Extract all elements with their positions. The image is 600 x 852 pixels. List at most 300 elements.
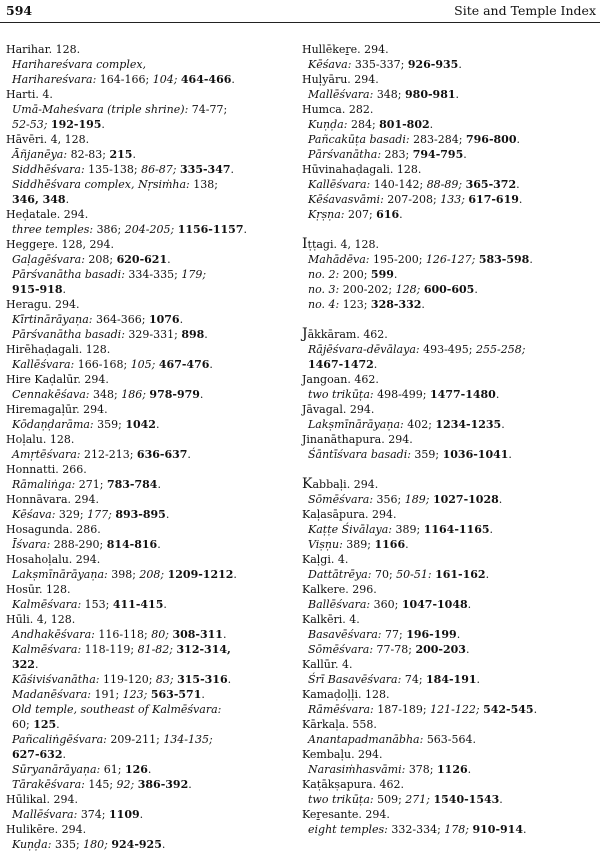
page-reference: 283; bbox=[384, 148, 413, 161]
entry-subline bbox=[6, 507, 292, 522]
entry-subline bbox=[302, 642, 594, 657]
plate-reference: 616 bbox=[376, 208, 400, 221]
index-entry bbox=[302, 42, 594, 72]
page-number: 594 bbox=[6, 3, 33, 18]
page-reference: . bbox=[516, 178, 520, 191]
temple-name: Śrī Basavēśvara: bbox=[308, 673, 405, 686]
plate-reference: 328-332 bbox=[370, 298, 422, 311]
entry-subline bbox=[302, 597, 594, 612]
entry-heading: Jāvagal. 294. bbox=[302, 403, 375, 416]
section-initial: J bbox=[302, 326, 308, 342]
entry-subline bbox=[302, 87, 594, 102]
entry-subline bbox=[302, 57, 594, 72]
left-column bbox=[6, 42, 292, 852]
page-reference: 359; bbox=[414, 448, 443, 461]
plate-reference: 636-637 bbox=[136, 448, 188, 461]
page-reference: 335; bbox=[54, 838, 84, 851]
plate-reference: 1042 bbox=[125, 418, 156, 431]
temple-name: Āñjanēya: bbox=[12, 148, 71, 161]
temple-name: eight temples: bbox=[308, 823, 392, 836]
page-reference: 329-331; bbox=[128, 328, 182, 341]
temple-name: Kuṇḍa: bbox=[12, 838, 55, 851]
entry-heading: Keṟesante. 294. bbox=[302, 808, 390, 821]
temple-name: Kāśiviśvanātha: bbox=[12, 673, 103, 686]
temple-name: Lakṣmīnārāyaṇa: bbox=[308, 418, 408, 431]
entry-heading: Hulikēre. 294. bbox=[6, 823, 87, 836]
temple-name: Andhakēśvara: bbox=[12, 628, 99, 641]
page-reference: . bbox=[495, 388, 500, 401]
entry-subline bbox=[302, 417, 594, 432]
entry-subline bbox=[6, 282, 292, 297]
temple-name: 83; bbox=[155, 673, 178, 686]
page-reference: 348; bbox=[93, 388, 122, 401]
index-entry bbox=[302, 747, 594, 777]
plate-reference: 583-598 bbox=[478, 253, 530, 266]
plate-reference: 1027-1028 bbox=[432, 493, 499, 506]
temple-name: Amṛtēśvara: bbox=[12, 448, 84, 461]
plate-reference: 801-802 bbox=[379, 118, 430, 131]
entry-heading: Kalkēri. 4. bbox=[302, 613, 360, 626]
page-reference: . bbox=[474, 283, 478, 296]
index-entry bbox=[6, 462, 292, 492]
page-reference: . bbox=[233, 568, 237, 581]
plate-reference: 464-466 bbox=[180, 73, 232, 86]
entry-heading: Hire Kaḍalūr. 294. bbox=[6, 373, 109, 386]
page-reference: 398; bbox=[111, 568, 140, 581]
entry-subline bbox=[6, 447, 292, 462]
temple-name: Umā-Maheśvara (triple shrine): bbox=[12, 103, 192, 116]
temple-name: 52-53; bbox=[12, 118, 51, 131]
temple-name: Dattātrēya: bbox=[308, 568, 375, 581]
plate-reference: 308-311 bbox=[172, 628, 223, 641]
entry-heading: Kaḷgi. 4. bbox=[302, 553, 349, 566]
entry-heading: Hūli. 4, 128. bbox=[6, 613, 76, 626]
plate-reference: 796-800 bbox=[465, 133, 517, 146]
page-reference: 283-284; bbox=[413, 133, 466, 146]
page-reference: . bbox=[56, 718, 60, 731]
page-reference: . bbox=[501, 418, 505, 431]
page-reference: . bbox=[518, 193, 523, 206]
plate-reference: 542-545 bbox=[483, 703, 534, 716]
entry-subline bbox=[302, 147, 594, 162]
page-reference: 123; bbox=[342, 298, 371, 311]
page-reference: 200-202; bbox=[342, 283, 396, 296]
page-reference: . bbox=[179, 313, 184, 326]
plate-reference: 980-981 bbox=[405, 88, 456, 101]
index-entry bbox=[6, 372, 292, 402]
entry-subline bbox=[6, 657, 292, 672]
entry-heading: Kaṭākṣapura. 462. bbox=[302, 778, 405, 791]
entry-subline bbox=[6, 702, 292, 717]
entry-subline bbox=[302, 567, 594, 582]
temple-name: Rāmēśvara: bbox=[308, 703, 378, 716]
temple-name: Kīrtinārāyaṇa: bbox=[12, 313, 97, 326]
page-reference: 166-168; bbox=[77, 358, 131, 371]
plate-reference: 126 bbox=[124, 763, 148, 776]
entry-subline bbox=[302, 447, 594, 462]
temple-name: Pañcaliṅgēśvara: bbox=[12, 733, 111, 746]
page-reference: 509; bbox=[377, 793, 406, 806]
plate-reference: 1234-1235 bbox=[435, 418, 502, 431]
index-entry bbox=[302, 717, 594, 747]
page-reference: . bbox=[499, 793, 503, 806]
page-reference: . bbox=[393, 268, 398, 281]
index-entry bbox=[6, 42, 292, 87]
entry-subline bbox=[6, 537, 292, 552]
page-reference: . bbox=[188, 778, 192, 791]
page-reference: . bbox=[458, 58, 462, 71]
page-reference: . bbox=[476, 673, 481, 686]
plate-reference: 322 bbox=[12, 658, 35, 671]
entry-subline bbox=[302, 282, 594, 297]
page-reference: 200; bbox=[342, 268, 371, 281]
plate-reference: 1109 bbox=[109, 808, 140, 821]
page-reference: 335-337; bbox=[354, 58, 408, 71]
index-entry bbox=[302, 612, 594, 657]
temple-name: Harihareśvara complex, bbox=[12, 58, 147, 71]
entry-heading: Kabbaḷi. 294. bbox=[302, 476, 379, 492]
index-entry bbox=[6, 132, 292, 207]
plate-reference: 910-914 bbox=[472, 823, 523, 836]
entry-subline bbox=[6, 327, 292, 342]
page-reference: 61; bbox=[103, 763, 125, 776]
page-reference: . bbox=[421, 298, 425, 311]
entry-heading: Honnatti. 266. bbox=[6, 463, 87, 476]
entry-subline bbox=[6, 672, 292, 687]
index-entry bbox=[6, 402, 292, 432]
entry-subline bbox=[302, 822, 594, 837]
page-header bbox=[0, 0, 600, 23]
page-reference: 153; bbox=[84, 598, 113, 611]
entry-subline bbox=[302, 117, 594, 132]
page-reference: . bbox=[498, 493, 503, 506]
plate-reference: 814-816 bbox=[106, 538, 158, 551]
temple-name: Kōdaṇḍarāma: bbox=[12, 418, 98, 431]
index-entry bbox=[302, 582, 594, 612]
page-reference: 77; bbox=[385, 628, 407, 641]
plate-reference: 1156-1157 bbox=[177, 223, 244, 236]
plate-reference: 386-392 bbox=[137, 778, 189, 791]
temple-name: 186; bbox=[121, 388, 150, 401]
entry-heading: Jākkāram. 462. bbox=[302, 326, 388, 342]
temple-name: Kalmēśvara: bbox=[12, 643, 85, 656]
page-reference: 329; bbox=[58, 508, 88, 521]
page-reference: . bbox=[34, 658, 39, 671]
page-reference: 70; bbox=[374, 568, 397, 581]
temple-name: no. 3: bbox=[308, 283, 343, 296]
page-reference: . bbox=[485, 568, 490, 581]
page-reference: 74-77; bbox=[191, 103, 228, 116]
page-reference: . bbox=[465, 643, 470, 656]
page-reference: . bbox=[467, 763, 472, 776]
index-entry bbox=[6, 432, 292, 462]
entry-heading: Hosūr. 128. bbox=[6, 583, 71, 596]
page-reference: 212-213; bbox=[84, 448, 137, 461]
entry-heading: Kalkere. 296. bbox=[302, 583, 377, 596]
temple-name: Kalmēśvara: bbox=[12, 598, 85, 611]
temple-name: Kēśavasvāmi: bbox=[308, 193, 388, 206]
section-initial: I bbox=[302, 236, 308, 252]
plate-reference: 312-314, bbox=[176, 643, 231, 656]
entry-heading: Hūlikal. 294. bbox=[6, 793, 78, 806]
temple-name: Kaṭṭe Śivālaya: bbox=[308, 523, 396, 536]
temple-name: Mahādēva: bbox=[308, 253, 373, 266]
page-reference: . bbox=[508, 448, 512, 461]
page-reference: . bbox=[455, 88, 460, 101]
page-reference: . bbox=[399, 208, 403, 221]
temple-name: 105; bbox=[130, 358, 159, 371]
page-reference: . bbox=[405, 538, 409, 551]
entry-heading: Harihar. 128. bbox=[6, 43, 81, 56]
entry-heading: Heragu. 294. bbox=[6, 298, 80, 311]
page-reference: . bbox=[204, 328, 208, 341]
entry-subline bbox=[302, 177, 594, 192]
temple-name: Basavēśvara: bbox=[308, 628, 386, 641]
index-entry bbox=[302, 432, 594, 462]
page-reference: 378; bbox=[408, 763, 438, 776]
index-entry bbox=[302, 327, 594, 372]
page-reference: 389; bbox=[395, 523, 424, 536]
entry-heading: Humca. 282. bbox=[302, 103, 374, 116]
entry-heading: Hosagunda. 286. bbox=[6, 523, 101, 536]
temple-name: 92; bbox=[116, 778, 138, 791]
page-reference: 82-83; bbox=[70, 148, 110, 161]
plate-reference: 315-316 bbox=[177, 673, 228, 686]
entry-subline bbox=[6, 102, 292, 117]
plate-reference: 620-621 bbox=[116, 253, 168, 266]
temple-name: 179; bbox=[181, 268, 207, 281]
plate-reference: 1164-1165 bbox=[423, 523, 490, 536]
page-reference: 77-78; bbox=[376, 643, 416, 656]
page-reference: . bbox=[209, 358, 213, 371]
page-reference: 402; bbox=[407, 418, 436, 431]
temple-name: Kēśava: bbox=[12, 508, 59, 521]
page-reference: 60; bbox=[12, 718, 34, 731]
index-entry bbox=[302, 552, 594, 582]
plate-reference: 915-918 bbox=[12, 283, 63, 296]
page-reference: 288-290; bbox=[53, 538, 107, 551]
index-entry bbox=[302, 657, 594, 687]
temple-name: two trikūṭa: bbox=[308, 388, 378, 401]
page-reference: 563-564. bbox=[426, 733, 477, 746]
index-entry bbox=[302, 477, 594, 507]
page-reference: . bbox=[201, 688, 205, 701]
temple-name: Sōmēśvara: bbox=[308, 643, 377, 656]
page-reference: 493-495; bbox=[423, 343, 477, 356]
page-reference: . bbox=[227, 673, 232, 686]
temple-name: 133; bbox=[440, 193, 469, 206]
index-entry bbox=[6, 342, 292, 372]
page-reference: . bbox=[463, 148, 467, 161]
entry-subline bbox=[6, 147, 292, 162]
page-reference: 164-166; bbox=[99, 73, 153, 86]
entry-heading: Jinanāthapura. 294. bbox=[302, 433, 413, 446]
temple-name: Madanēśvara: bbox=[12, 688, 95, 701]
page-reference: 208; bbox=[88, 253, 117, 266]
page-reference: . bbox=[163, 598, 167, 611]
index-entry bbox=[6, 792, 292, 822]
page-reference: . bbox=[222, 628, 227, 641]
index-entry bbox=[302, 777, 594, 807]
entry-subline bbox=[302, 732, 594, 747]
entry-heading: Hosahoḷalu. 294. bbox=[6, 553, 101, 566]
entry-heading: Hūvinahaḍagali. 128. bbox=[302, 163, 422, 176]
temple-name: Pārśvanātha: bbox=[308, 148, 385, 161]
page-reference: . bbox=[167, 253, 171, 266]
temple-name: 178; bbox=[444, 823, 473, 836]
section-initial: K bbox=[302, 476, 313, 492]
page-reference: 389; bbox=[346, 538, 375, 551]
entry-subline bbox=[6, 627, 292, 642]
page-reference: 119-120; bbox=[103, 673, 156, 686]
temple-name: Lakṣmīnārāyaṇa: bbox=[12, 568, 112, 581]
entry-subline bbox=[6, 642, 292, 657]
plate-reference: 184-191 bbox=[426, 673, 477, 686]
plate-reference: 617-619 bbox=[468, 193, 519, 206]
page-reference: . bbox=[522, 823, 527, 836]
temple-name: Pārśvanātha basadi: bbox=[12, 328, 129, 341]
temple-name: 134-135; bbox=[163, 733, 213, 746]
page-reference: 348; bbox=[376, 88, 406, 101]
entry-subline bbox=[6, 732, 292, 747]
temple-name: no. 2: bbox=[308, 268, 343, 281]
entry-subline bbox=[6, 222, 292, 237]
page-reference: . bbox=[429, 118, 434, 131]
plate-reference: 411-415 bbox=[112, 598, 164, 611]
index-entry bbox=[302, 372, 594, 402]
temple-name: three temples: bbox=[12, 223, 97, 236]
page-reference: 374; bbox=[80, 808, 110, 821]
entry-subline bbox=[6, 312, 292, 327]
page-reference: . bbox=[65, 193, 70, 206]
temple-name: Ballēśvara: bbox=[308, 598, 374, 611]
page-reference: 284; bbox=[350, 118, 380, 131]
plate-reference: 1477-1480 bbox=[430, 388, 496, 401]
page-reference: 360; bbox=[373, 598, 402, 611]
index-entry bbox=[6, 87, 292, 132]
entry-subline bbox=[302, 522, 594, 537]
plate-reference: 365-372 bbox=[465, 178, 517, 191]
temple-name: Siddhēśvara: bbox=[12, 163, 89, 176]
entry-subline bbox=[302, 252, 594, 267]
page-reference: . bbox=[456, 628, 461, 641]
page-reference: . bbox=[529, 253, 533, 266]
entry-subline bbox=[6, 72, 292, 87]
entry-subline bbox=[6, 162, 292, 177]
plate-reference: 346, 348 bbox=[12, 193, 66, 206]
temple-name: Sōmēśvara: bbox=[308, 493, 377, 506]
temple-name: Gaḷagēśvara: bbox=[12, 253, 89, 266]
temple-name: Harihareśvara: bbox=[12, 73, 100, 86]
page-reference: 140-142; bbox=[373, 178, 427, 191]
entry-subline bbox=[6, 777, 292, 792]
plate-reference: 1540-1543 bbox=[433, 793, 500, 806]
temple-name: 208; bbox=[139, 568, 168, 581]
plate-reference: 783-784 bbox=[106, 478, 158, 491]
temple-name: 104; bbox=[152, 73, 181, 86]
temple-name: Kuṇḍa: bbox=[308, 118, 351, 131]
page-reference: . bbox=[187, 448, 191, 461]
running-title: Site and Temple Index bbox=[454, 3, 596, 18]
entry-subline bbox=[6, 117, 292, 132]
entry-subline bbox=[6, 477, 292, 492]
plate-reference: 1076 bbox=[148, 313, 180, 326]
index-entry bbox=[6, 552, 292, 582]
page-reference: 209-211; bbox=[110, 733, 164, 746]
index-entry bbox=[6, 822, 292, 852]
temple-name: 50-51: bbox=[396, 568, 436, 581]
entry-subline bbox=[6, 417, 292, 432]
plate-reference: 1126 bbox=[437, 763, 468, 776]
temple-name: Rājēśvara-dēvālaya: bbox=[308, 343, 424, 356]
plate-reference: 192-195 bbox=[50, 118, 102, 131]
plate-reference: 926-935 bbox=[407, 58, 459, 71]
page-reference: 74; bbox=[404, 673, 427, 686]
temple-name: 271; bbox=[405, 793, 434, 806]
page-reference: . bbox=[467, 598, 472, 611]
temple-name: 123; bbox=[122, 688, 151, 701]
page-reference: . bbox=[230, 163, 235, 176]
entry-subline bbox=[6, 762, 292, 777]
entry-heading: Harti. 4. bbox=[6, 88, 53, 101]
entry-heading: Huḷyāru. 294. bbox=[302, 73, 379, 86]
index-entry bbox=[6, 582, 292, 612]
page-reference: . bbox=[199, 388, 204, 401]
entry-subline bbox=[6, 717, 292, 732]
temple-name: Śāntīśvara basadi: bbox=[308, 448, 415, 461]
plate-reference: 978-979 bbox=[149, 388, 200, 401]
plate-reference: 1209-1212 bbox=[167, 568, 234, 581]
page-reference: . bbox=[243, 223, 247, 236]
right-column bbox=[302, 42, 594, 837]
entry-subline bbox=[6, 252, 292, 267]
plate-reference: 924-925 bbox=[111, 838, 162, 851]
index-entry bbox=[6, 297, 292, 342]
entry-subline bbox=[6, 267, 292, 282]
plate-reference: 125 bbox=[33, 718, 57, 731]
entry-heading: Hāvēri. 4, 128. bbox=[6, 133, 90, 146]
page-reference: 191; bbox=[94, 688, 123, 701]
plate-reference: 161-162 bbox=[435, 568, 486, 581]
page-reference: . bbox=[62, 748, 66, 761]
page-reference: . bbox=[62, 283, 66, 296]
page-reference: . bbox=[516, 133, 520, 146]
page-reference: 356; bbox=[376, 493, 405, 506]
temple-name: 128; bbox=[395, 283, 424, 296]
entry-subline bbox=[302, 762, 594, 777]
index-entry bbox=[6, 207, 292, 237]
page-reference: 118-119; bbox=[84, 643, 138, 656]
plate-reference: 196-199 bbox=[406, 628, 457, 641]
page-reference: 116-118; bbox=[98, 628, 152, 641]
entry-subline bbox=[302, 492, 594, 507]
entry-subline bbox=[302, 132, 594, 147]
page-reference: . bbox=[101, 118, 105, 131]
index-entry bbox=[302, 162, 594, 222]
entry-heading: Hullēkeṟe. 294. bbox=[302, 43, 389, 56]
temple-name: Sūryanārāyaṇa: bbox=[12, 763, 104, 776]
entry-subline bbox=[302, 792, 594, 807]
plate-reference: 1047-1048 bbox=[401, 598, 468, 611]
plate-reference: 627-632 bbox=[12, 748, 63, 761]
page-reference: . bbox=[231, 73, 235, 86]
entry-subline bbox=[302, 192, 594, 207]
page-reference: . bbox=[161, 838, 166, 851]
temple-name: 177; bbox=[87, 508, 116, 521]
page-reference: 498-499; bbox=[377, 388, 431, 401]
temple-name: 81-82; bbox=[137, 643, 177, 656]
plate-reference: 794-795 bbox=[412, 148, 464, 161]
